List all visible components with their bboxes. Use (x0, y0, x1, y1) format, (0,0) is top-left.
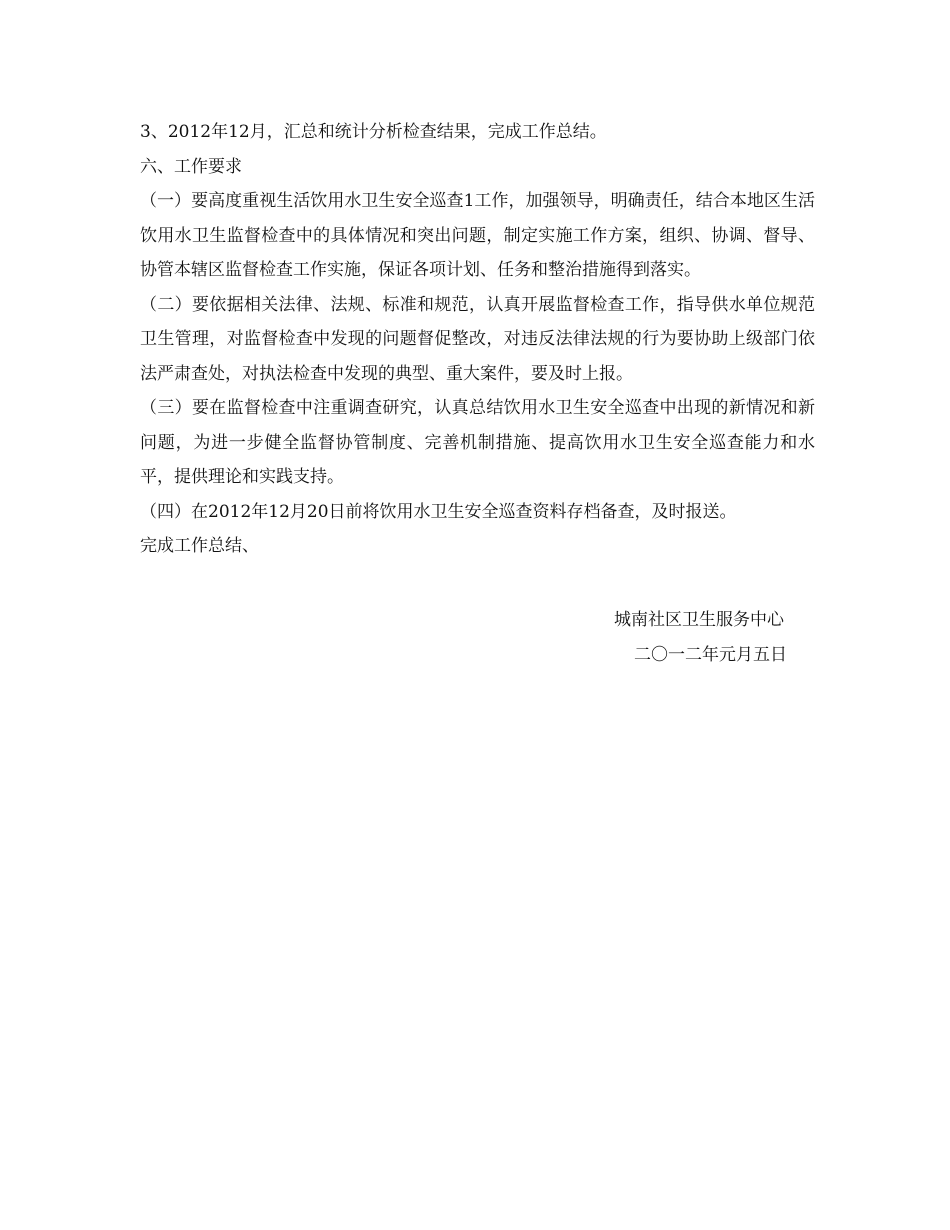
signature-organization: 城南社区卫生服务中心 (614, 610, 784, 630)
document-body (140, 115, 815, 564)
requirement-4-line: （四）在2012年12月20日前将饮用水卫生安全巡查资料存档备查，及时报送。 (140, 501, 737, 522)
signature-block (600, 603, 810, 672)
requirement-3-paragraph (140, 391, 815, 495)
requirement-2-paragraph (140, 288, 815, 392)
step-3-line: 3、2012年12月，汇总和统计分析检查结果，完成工作总结。 (140, 122, 607, 142)
section-6-heading: 六、工作要求 (140, 156, 242, 177)
closing-line: 完成工作总结、 (140, 536, 259, 556)
requirement-2-text: （二）要依据相关法律、法规、标准和规范，认真开展监督检查工作，指导供水单位规范卫生管理，对监督检查中发现的问题督促整改，对违反法律法规的行为要协助上级部门依法严肃查处，对执法检查中发现的典型、重大案件，要及时上报。 (140, 294, 815, 384)
signature-date: 二〇一二年元月五日 (634, 644, 787, 665)
requirement-1-paragraph (140, 184, 815, 288)
requirement-3-text: （三）要在监督检查中注重调查研究，认真总结饮用水卫生安全巡查中出现的新情况和新问题，为进一步健全监督协管制度、完善机制措施、提高饮用水卫生安全巡查能力和水平，提供理论和实践支持。 (140, 398, 815, 487)
requirement-1-text: （一）要高度重视生活饮用水卫生安全巡查1工作，加强领导，明确责任，结合本地区生活饮用水卫生监督检查中的具体情况和突出问题，制定实施工作方案，组织、协调、督导、协管本辖区监督检查工作实施，保证各项计划、任务和整治措施得到落实。 (140, 191, 815, 280)
